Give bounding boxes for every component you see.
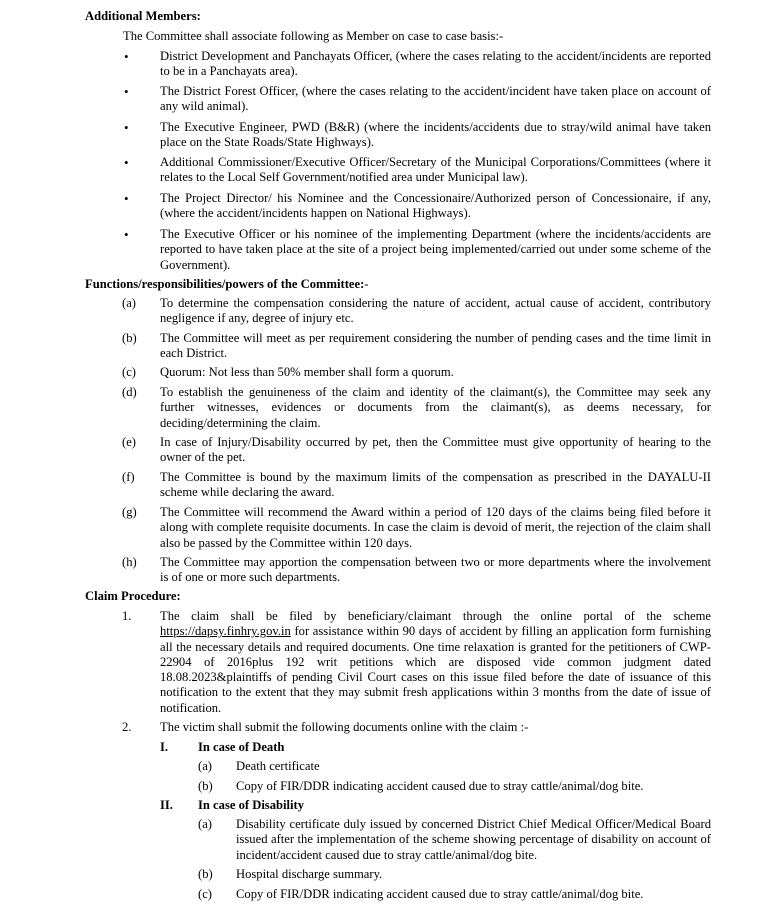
claim-procedure-heading: Claim Procedure: [85, 589, 181, 603]
death-subsection [160, 740, 711, 755]
list-item [122, 385, 711, 431]
death-subsection-title: In case of Death [198, 740, 285, 754]
item-marker: 2. [122, 720, 132, 734]
roman-marker: I. [160, 740, 169, 754]
item-marker: (f) [122, 470, 135, 484]
additional-members-heading: Additional Members: [85, 9, 201, 23]
claim-text-before-link: The claim shall be filed by beneficiary/claimant through the online portal of the scheme [160, 609, 711, 623]
bullet-marker: • [124, 191, 129, 206]
item-marker: (b) [122, 331, 137, 345]
list-item-text: The Committee is bound by the maximum limits of the compensation as prescribed in the DAYALU-II scheme while declaring the award. [160, 470, 711, 500]
additional-members-intro: The Committee shall associate following as Member on case to case basis:- [123, 29, 504, 43]
item-marker: (a) [122, 296, 136, 310]
list-item-text: The District Forest Officer, (where the cases relating to the accident/incident have taken place on account of any wild animal). [160, 84, 711, 114]
list-item-text: The Executive Officer or his nominee of the implementing Department (where the incidents/accidents are reported to have taken place at the site of a project being implemented/carried out under some scheme of the Government). [160, 227, 711, 272]
disability-subsection [160, 798, 711, 813]
list-item-text [160, 609, 711, 716]
list-item [122, 609, 711, 716]
list-item-text: Quorum: Not less than 50% member shall form a quorum. [160, 365, 454, 379]
list-item [122, 120, 711, 151]
list-item-text: Copy of FIR/DDR indicating accident caused due to stray cattle/animal/dog bite. [236, 887, 644, 901]
list-item [198, 867, 711, 882]
bullet-marker: • [124, 155, 129, 170]
item-marker: (b) [198, 779, 213, 793]
list-item-text: The Executive Engineer, PWD (B&R) (where the incidents/accidents due to stray/wild animal have taken place on the State Roads/State Highways). [160, 120, 711, 150]
list-item [198, 759, 711, 774]
list-item-text: District Development and Panchayats Officer, (where the cases relating to the accident/incidents are reported to be in a Panchayats area). [160, 49, 711, 79]
list-item-text: Hospital discharge summary. [236, 867, 383, 881]
list-item-text: Copy of FIR/DDR indicating accident caused due to stray cattle/animal/dog bite. [236, 779, 644, 793]
list-item [122, 191, 711, 222]
list-item-text: Disability certificate duly issued by concerned District Chief Medical Officer/Medical Board issued after the implementation of the scheme showing percentage of disability on account of incident/accident caused due to stray cattle/animal/dog bite. [236, 817, 711, 862]
list-item-text: Death certificate [236, 759, 320, 773]
roman-marker: II. [160, 798, 173, 812]
list-item [122, 49, 711, 80]
item-marker: (e) [122, 435, 136, 449]
item-marker: (d) [122, 385, 137, 399]
list-item-text: In case of Injury/Disability occurred by pet, then the Committee must give opportunity of hearing to the owner of the pet. [160, 435, 711, 465]
item-marker: (g) [122, 505, 137, 519]
list-item-text: The victim shall submit the following documents online with the claim :- [160, 720, 529, 734]
list-item-text: To establish the genuineness of the claim and identity of the claimant(s), the Committee may seek any further witnesses, evidences or documents from the claimant(s), as deems necessary, for deciding/determining the claim. [160, 385, 711, 430]
list-item [198, 817, 711, 863]
list-item [198, 887, 711, 902]
bullet-marker: • [124, 120, 129, 135]
functions-heading-suffix: - [364, 277, 369, 291]
item-marker: (h) [122, 555, 137, 569]
item-marker: (c) [122, 365, 136, 379]
list-item [122, 470, 711, 501]
list-item [122, 296, 711, 327]
list-item-text: Additional Commissioner/Executive Officer/Secretary of the Municipal Corporations/Committees (where it relates to the Local Self Government/notified area under Municipal law). [160, 155, 711, 185]
functions-heading [85, 277, 368, 292]
item-marker: 1. [122, 609, 132, 623]
list-item-text: The Committee will recommend the Award within a period of 120 days of the claims being filed before it along with complete requisite documents. In case the claim is devoid of merit, the rejection of the claim shall also be passed by the Committee within 120 days. [160, 505, 711, 550]
list-item [198, 779, 711, 794]
list-item [122, 435, 711, 466]
list-item-text: The Project Director/ his Nominee and the Concessionaire/Authorized person of Concessionaire, if any, (where the accident/incidents happen on National Highways). [160, 191, 711, 221]
disability-subsection-title: In case of Disability [198, 798, 305, 812]
list-item [122, 555, 711, 586]
list-item [122, 331, 711, 362]
portal-link[interactable]: https://dapsy.finhry.gov.in [160, 624, 291, 639]
bullet-marker: • [124, 227, 129, 242]
item-marker: (b) [198, 867, 213, 881]
list-item [122, 155, 711, 186]
list-item-text: The Committee will meet as per requirement considering the number of pending cases and the time limit in each District. [160, 331, 711, 361]
item-marker: (c) [198, 887, 212, 901]
functions-heading-text: Functions/responsibilities/powers of the Committee: [85, 277, 365, 291]
claim-text-after-link: for assistance within 90 days of accident by filling an application form furnishing all the necessary details and required documents. One time relaxation is granted for the petitioners of CWP-22904 of 2016plus 192 writ petitions which are disposed vide common judgment dated 18.08.2023&plaintiffs of pending Civil Court cases on this issue filed before the date of issuance of this notification to the extent that they may submit fresh applications within 3 months from the date of issue of notification. [160, 624, 711, 715]
item-marker: (a) [198, 817, 212, 831]
list-item [122, 720, 711, 735]
list-item [122, 505, 711, 551]
list-item-text: The Committee may apportion the compensation between two or more departments where the involvement is of one or more such departments. [160, 555, 711, 585]
list-item [122, 365, 711, 380]
bullet-marker: • [124, 84, 129, 99]
list-item [122, 227, 711, 273]
bullet-marker: • [124, 49, 129, 64]
list-item-text: To determine the compensation considering the nature of accident, actual cause of accident, contributory negligence if any, degree of injury etc. [160, 296, 711, 326]
item-marker: (a) [198, 759, 212, 773]
list-item [122, 84, 711, 115]
